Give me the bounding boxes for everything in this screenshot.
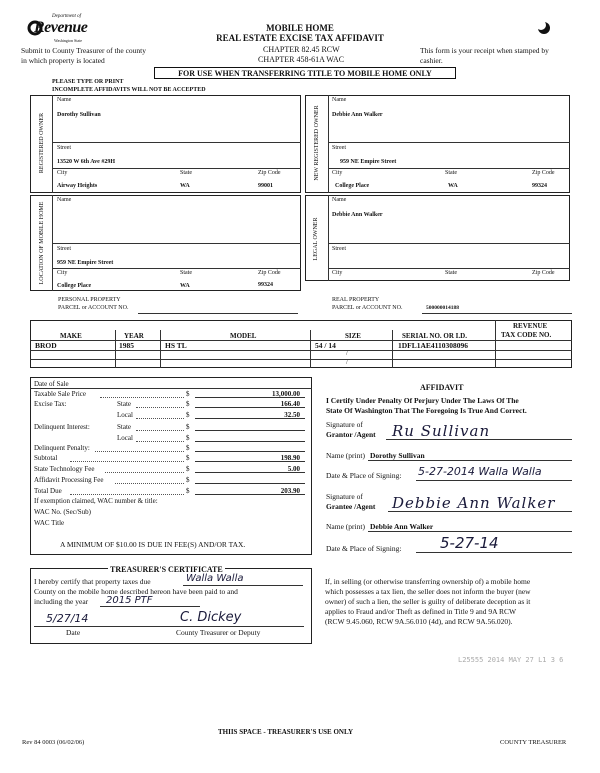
model-header: MODEL bbox=[230, 332, 257, 340]
excise-state: 166.40 bbox=[280, 400, 300, 408]
ro-state: WA bbox=[180, 183, 190, 189]
nro-state-label: State bbox=[445, 170, 457, 176]
date-of-sale-label: Date of Sale bbox=[34, 380, 69, 388]
subtotal: 198.90 bbox=[280, 454, 300, 462]
grantee-name-label: Name (print) bbox=[326, 522, 365, 531]
dollar-7: $ bbox=[186, 454, 190, 462]
size-header: SIZE bbox=[345, 332, 361, 340]
revenue-header-1: REVENUE bbox=[513, 322, 548, 330]
registered-owner-label: REGISTERED OWNER bbox=[39, 112, 45, 174]
ro-zip: 99001 bbox=[258, 183, 273, 189]
loc-street-label: Street bbox=[57, 246, 71, 252]
dollar-8: $ bbox=[186, 465, 190, 473]
dollar-10: $ bbox=[186, 487, 190, 495]
affidavit-fee-label: Affidavit Processing Fee bbox=[34, 476, 104, 484]
chapter-2: CHAPTER 458-61A WAC bbox=[258, 55, 345, 64]
lo-name-label: Name bbox=[332, 197, 347, 203]
grantee-agent-label: Grantee /Agent bbox=[326, 502, 376, 511]
grantee-date: 5-27-14 bbox=[440, 534, 499, 552]
instruction-1: PLEASE TYPE OR PRINT bbox=[52, 79, 124, 85]
registered-owner-box bbox=[30, 95, 301, 193]
treasurer-deputy-label: County Treasurer or Deputy bbox=[176, 628, 261, 637]
vehicle-make: BROD bbox=[35, 341, 57, 350]
form-title-1: MOBILE HOME bbox=[266, 23, 334, 33]
loc-name-label: Name bbox=[57, 197, 72, 203]
submit-note-2: in which property is located bbox=[21, 56, 105, 65]
revenue-header-2: TAX CODE NO. bbox=[501, 331, 552, 339]
dollar-5: $ bbox=[186, 434, 190, 442]
loc-city: College Place bbox=[57, 283, 92, 289]
grantor-date-label: Date & Place of Signing: bbox=[326, 471, 402, 480]
dollar-3: $ bbox=[186, 411, 190, 419]
minimum-note: A MINIMUM OF $10.00 IS DUE IN FEE(S) AND/OR TAX. bbox=[60, 540, 246, 549]
submit-note-1: Submit to County Treasurer of the county bbox=[21, 46, 146, 55]
seller-notice-5: (RCW 9.45.060, RCW 9A.56.010 (4d), and RCW 9A.56.020). bbox=[325, 617, 513, 626]
excise-state-label: State bbox=[117, 400, 131, 408]
size-slash-2: / bbox=[346, 360, 348, 366]
nro-city-label: City bbox=[332, 170, 343, 176]
lo-name: Debbie Ann Walker bbox=[332, 212, 383, 218]
excise-local-label: Local bbox=[117, 411, 133, 419]
logo-sub: Washington State bbox=[54, 38, 83, 43]
instruction-2: INCOMPLETE AFFIDAVITS WILL NOT BE ACCEPTED bbox=[52, 87, 206, 93]
vehicle-serial: 1DFL1AE4110308096 bbox=[398, 341, 469, 350]
treasurer-year: 2015 PTF bbox=[106, 595, 153, 606]
size-slash-1: / bbox=[346, 351, 348, 357]
nro-name: Debbie Ann Walker bbox=[332, 112, 383, 118]
make-header: MAKE bbox=[60, 332, 82, 340]
wac-no-label: WAC No. (Sec/Sub) bbox=[34, 508, 91, 516]
grantor-date: 5-27-2014 Walla Walla bbox=[418, 465, 542, 478]
wac-title-label: WAC Title bbox=[34, 519, 65, 527]
ro-city-label: City bbox=[57, 170, 68, 176]
county-treasurer-footer: COUNTY TREASURER bbox=[500, 739, 567, 746]
vehicle-year: 1985 bbox=[119, 341, 134, 350]
real-property-account: 500000014188 bbox=[426, 305, 459, 311]
seller-notice-1: If, in selling (or otherwise transferring ownership of) a mobile home bbox=[325, 577, 531, 586]
personal-property-label-1: PERSONAL PROPERTY bbox=[58, 297, 121, 303]
affidavit-certify-1: I Certify Under Penalty Of Perjury Under The Laws Of The bbox=[326, 396, 519, 405]
treasurer-county: Walla Walla bbox=[186, 573, 244, 584]
loc-city-label: City bbox=[57, 270, 68, 276]
affidavit-title: AFFIDAVIT bbox=[420, 383, 464, 392]
lo-city-label: City bbox=[332, 270, 343, 276]
ro-state-label: State bbox=[180, 170, 192, 176]
seller-notice-3: owner) of such a lien, the seller is guilty of deliberate deception as it bbox=[325, 597, 531, 606]
logo-main: Revenue bbox=[34, 19, 88, 36]
grantee-sig-of: Signature of bbox=[326, 492, 363, 501]
receipt-stamp: L25555 2014 MAY 27 L1 3 6 bbox=[458, 656, 564, 664]
ro-street: 13520 W 6th Ave #29H bbox=[57, 159, 116, 165]
subtotal-label: Subtotal bbox=[34, 454, 58, 462]
total-due-label: Total Due bbox=[34, 487, 62, 495]
nro-zip-label: Zip Code bbox=[532, 170, 555, 176]
vehicle-model: HS TL bbox=[165, 341, 187, 350]
nro-street: 959 NE Empire Street bbox=[340, 159, 397, 165]
vehicle-size: 54 / 14 bbox=[315, 341, 336, 350]
ro-street-label: Street bbox=[57, 145, 71, 151]
delinquent-interest-label: Delinquent Interest: bbox=[34, 423, 90, 431]
treasurer-use-only: THIIS SPACE - TREASURER'S USE ONLY bbox=[218, 728, 354, 736]
total-due: 203.90 bbox=[280, 487, 300, 495]
nro-city: College Place bbox=[335, 183, 370, 189]
ro-name: Dorothy Sullivan bbox=[57, 112, 101, 118]
grantor-name-label: Name (print) bbox=[326, 451, 365, 460]
loc-zip-label: Zip Code bbox=[258, 270, 281, 276]
taxable-price: 13,000.00 bbox=[272, 390, 300, 398]
new-registered-owner-box bbox=[305, 95, 570, 193]
taxable-price-label: Taxable Sale Price bbox=[34, 390, 86, 398]
vehicle-table bbox=[30, 320, 572, 368]
loc-street: 959 NE Empire Street bbox=[57, 260, 114, 266]
seller-notice-2: which possesses a tax lien, the seller does not inform the buyer (new bbox=[325, 587, 531, 596]
ro-name-label: Name bbox=[57, 97, 72, 103]
logo-top: Department of bbox=[52, 14, 82, 19]
moon-icon bbox=[536, 20, 552, 41]
dollar-6: $ bbox=[186, 444, 190, 452]
treasurer-title: TREASURER'S CERTIFICATE bbox=[110, 565, 223, 574]
treasurer-date: 5/27/14 bbox=[46, 612, 89, 625]
lo-state-label: State bbox=[445, 270, 457, 276]
delinquent-penalty-label: Delinquent Penalty: bbox=[34, 444, 90, 452]
serial-header: SERIAL NO. OR I.D. bbox=[402, 332, 467, 340]
dollar-1: $ bbox=[186, 390, 190, 398]
treasurer-line-1: I hereby certify that property taxes due bbox=[34, 577, 151, 586]
new-registered-owner-label: NEW REGISTERED OWNER bbox=[314, 105, 320, 181]
treasurer-signature: C. Dickey bbox=[180, 610, 242, 625]
grantor-agent-label: Grantor /Agent bbox=[326, 430, 376, 439]
lo-street-label: Street bbox=[332, 246, 346, 252]
treasurer-line-2: County on the mobile home described hereon have been paid to and bbox=[34, 587, 238, 596]
real-property-label-2: PARCEL or ACCOUNT NO. bbox=[332, 305, 403, 311]
dollar-2: $ bbox=[186, 400, 190, 408]
loc-zip: 99324 bbox=[258, 282, 273, 288]
transfer-banner: FOR USE WHEN TRANSFERRING TITLE TO MOBILE HOME ONLY bbox=[154, 67, 456, 79]
excise-local: 32.50 bbox=[284, 411, 300, 419]
nro-street-label: Street bbox=[332, 145, 346, 151]
exemption-label: If exemption claimed, WAC number & title: bbox=[34, 497, 158, 505]
nro-zip: 99324 bbox=[532, 183, 547, 189]
receipt-note-2: cashier. bbox=[420, 56, 443, 65]
grantor-name: Dorothy Sullivan bbox=[370, 451, 425, 460]
dollar-9: $ bbox=[186, 476, 190, 484]
tech-fee: 5.00 bbox=[287, 465, 300, 473]
seller-notice-4: applies to Fraud and/or Theft as defined in Title 9 and 9A RCW bbox=[325, 607, 517, 616]
legal-owner-label: LEGAL OWNER bbox=[313, 217, 319, 261]
lo-zip-label: Zip Code bbox=[532, 270, 555, 276]
nro-state: WA bbox=[448, 183, 458, 189]
ro-city: Airway Heights bbox=[57, 183, 98, 189]
treasurer-date-label: Date bbox=[66, 628, 81, 637]
ro-zip-label: Zip Code bbox=[258, 170, 281, 176]
personal-property-label-2: PARCEL or ACCOUNT NO. bbox=[58, 305, 129, 311]
nro-name-label: Name bbox=[332, 97, 347, 103]
excise-tax-label: Excise Tax: bbox=[34, 400, 67, 408]
di-local-label: Local bbox=[117, 434, 133, 442]
grantee-date-label: Date & Place of Signing: bbox=[326, 544, 402, 553]
grantor-sig-of: Signature of bbox=[326, 420, 363, 429]
chapter-1: CHAPTER 82.45 RCW bbox=[263, 45, 340, 54]
di-state-label: State bbox=[117, 423, 131, 431]
grantee-name: Debbie Ann Walker bbox=[370, 522, 434, 531]
form-title-2: REAL ESTATE EXCISE TAX AFFIDAVIT bbox=[216, 33, 384, 43]
real-property-label-1: REAL PROPERTY bbox=[332, 297, 380, 303]
receipt-note-1: This form is your receipt when stamped by bbox=[420, 46, 549, 55]
loc-state: WA bbox=[180, 283, 190, 289]
grantor-signature: Ru Sullivan bbox=[392, 422, 491, 440]
year-header: YEAR bbox=[124, 332, 144, 340]
affidavit-certify-2: State Of Washington That The Foregoing Is True And Correct. bbox=[326, 406, 527, 415]
location-label: LOCATION OF MOBILE HOME bbox=[39, 201, 45, 285]
loc-state-label: State bbox=[180, 270, 192, 276]
form-number: Rev 84 0003 (06/02/06) bbox=[22, 739, 85, 746]
treasurer-line-3: including the year bbox=[34, 597, 89, 606]
dollar-4: $ bbox=[186, 423, 190, 431]
grantee-signature: Debbie Ann Walker bbox=[392, 494, 556, 512]
tech-fee-label: State Technology Fee bbox=[34, 465, 95, 473]
